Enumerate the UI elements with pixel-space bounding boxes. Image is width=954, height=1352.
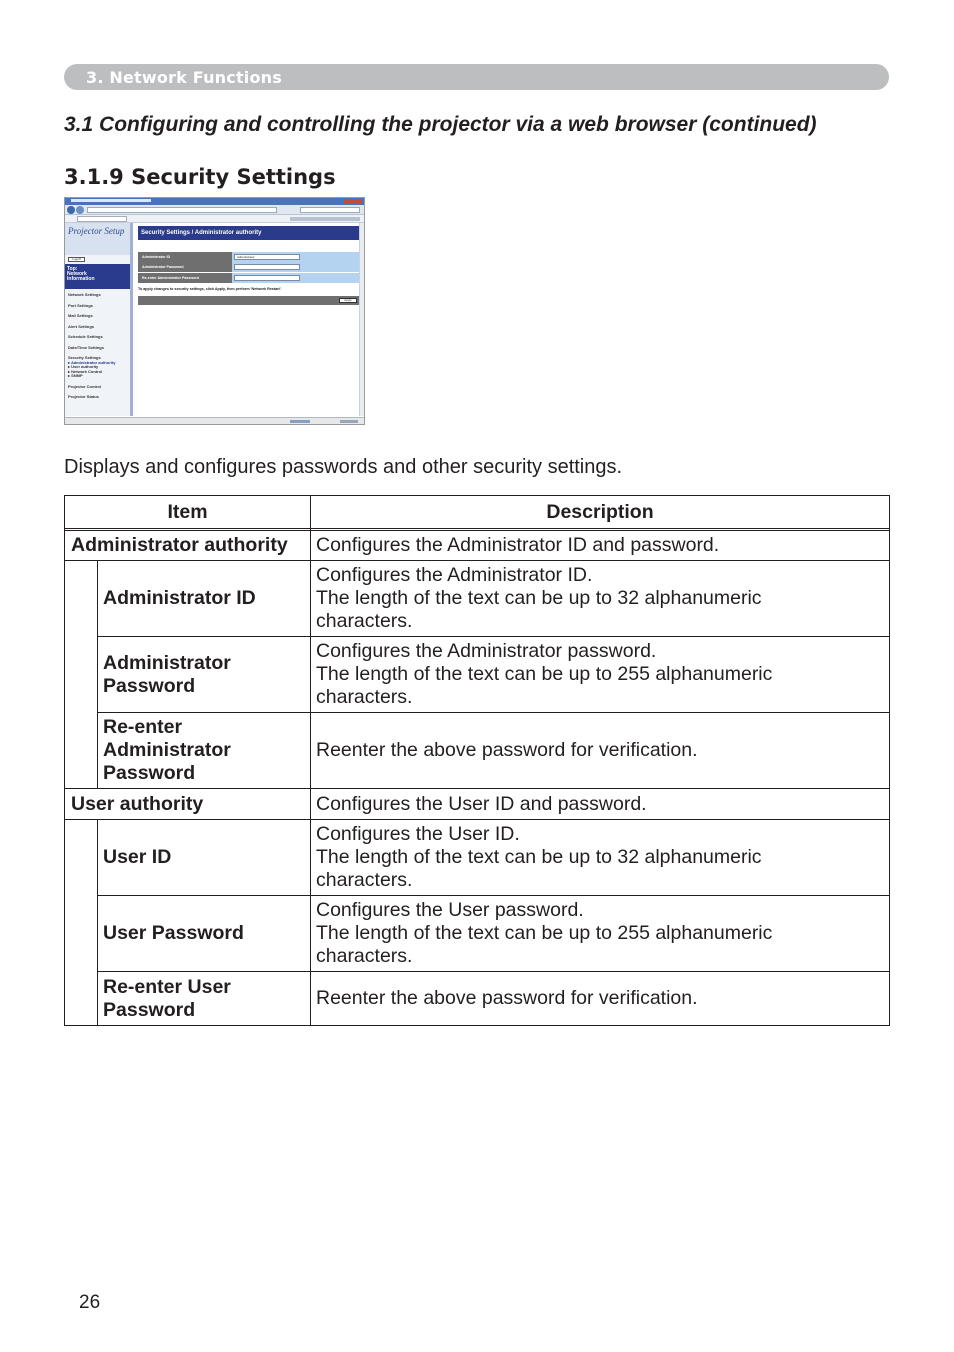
projector-setup-logo: Projector Setup — [68, 226, 125, 236]
sidebar-item-snmp: ▸ SNMP — [68, 373, 83, 379]
security-form — [138, 252, 360, 283]
sidebar-item-schedule-settings: Schedule Settings — [68, 334, 103, 339]
field-label: Administrator Password — [138, 262, 232, 272]
table-row-item: Administrator ID — [103, 587, 256, 609]
table-row-description: Configures the User ID. The length of the text can be up to 32 alphanumeric characters. — [316, 823, 762, 891]
form-row — [138, 273, 360, 283]
table-row-item: User ID — [103, 846, 172, 868]
url-field — [87, 207, 277, 213]
sidebar-item-port-settings: Port Settings — [68, 302, 93, 308]
table-row-item: User authority — [71, 792, 204, 815]
browser-tab — [77, 216, 127, 222]
back-icon — [67, 206, 75, 214]
table-row-description: Configures the Administrator password. The length of the text can be up to 255 alphanumeric characters. — [316, 640, 773, 708]
table-row-description: Reenter the above password for verification. — [316, 739, 698, 761]
sidebar-item-projector-control: Projector Control — [68, 383, 101, 389]
table-row-item: Administrator Password — [103, 651, 231, 697]
sidebar-item-administrator-authority: ▸ Administrator authority — [68, 359, 116, 365]
table-row-description: Configures the User ID and password. — [316, 792, 647, 815]
browser-tab-bar — [65, 215, 364, 223]
chapter-title: 3. Network Functions — [86, 68, 282, 87]
administrator-id-input: Administrator — [234, 254, 300, 260]
sidebar-item-network-control: ▸ Network Control — [68, 368, 103, 374]
browser-address-bar — [65, 205, 364, 215]
sidebar-item-user-authority: ▸ User authority — [68, 364, 99, 370]
table-row-description: Configures the User password. The length of the text can be up to 255 alphanumeric characters. — [316, 899, 773, 967]
form-row — [138, 252, 360, 262]
reenter-password-input — [234, 275, 300, 281]
sidebar-nav — [68, 293, 132, 406]
table-row-description: Reenter the above password for verification. — [316, 987, 698, 1009]
sidebar-item-date-time-settings: Date/Time Settings — [68, 344, 104, 350]
apply-button: Apply — [339, 298, 357, 303]
sidebar-item-mail-settings: Mail Settings — [68, 313, 93, 318]
column-header-item: Item — [167, 500, 208, 523]
web-browser-screenshot — [64, 197, 365, 425]
administrator-password-input — [234, 264, 300, 270]
forward-icon — [76, 206, 84, 214]
table-row-description: Configures the Administrator ID and password. — [316, 533, 720, 556]
table-row-description: Configures the Administrator ID. The length of the text can be up to 32 alphanumeric characters. — [316, 564, 762, 632]
field-label: Re-enter Administrator Password — [138, 273, 232, 283]
setup-sidebar — [65, 223, 133, 416]
sidebar-item-security-settings: Security Settings — [68, 355, 101, 360]
subsection-title: 3.1.9 Security Settings — [64, 165, 336, 189]
window-controls-icon — [344, 199, 362, 204]
browser-titlebar — [65, 198, 364, 205]
settings-panel — [138, 226, 360, 305]
sidebar-top-link: Top: Network Information — [65, 264, 130, 289]
browser-scrollbar — [359, 223, 364, 416]
table-row-item: Re-enter User Password — [103, 975, 231, 1021]
table-row-item: Re-enter Administrator Password — [103, 716, 231, 784]
page-number: 26 — [79, 1292, 101, 1313]
table-row-item: Administrator authority — [71, 533, 288, 556]
security-settings-table — [64, 495, 890, 1026]
column-header-description: Description — [546, 500, 654, 523]
intro-paragraph: Displays and configures passwords and other security settings. — [64, 456, 623, 478]
browser-toolbar-icons — [290, 217, 360, 221]
field-label: Administrator ID — [138, 252, 232, 262]
panel-title: Security Settings / Administrator authority — [138, 226, 360, 240]
apply-note: To apply changes to security settings, click Apply, then perform 'Network Restart'. — [138, 286, 282, 291]
sidebar-item-projector-status: Projector Status — [68, 394, 99, 400]
browser-search-field — [300, 207, 360, 213]
sidebar-item-alert-settings: Alert Settings — [68, 323, 95, 329]
sidebar-item-network-settings: Network Settings — [68, 292, 101, 297]
form-row — [138, 262, 360, 272]
section-title: 3.1 Configuring and controlling the projector via a web browser (continued) — [64, 113, 817, 136]
browser-status-bar — [65, 417, 364, 424]
chapter-header-bar — [64, 64, 889, 90]
logoff-button: Logoff — [68, 257, 85, 262]
table-row-item: User Password — [103, 922, 244, 944]
